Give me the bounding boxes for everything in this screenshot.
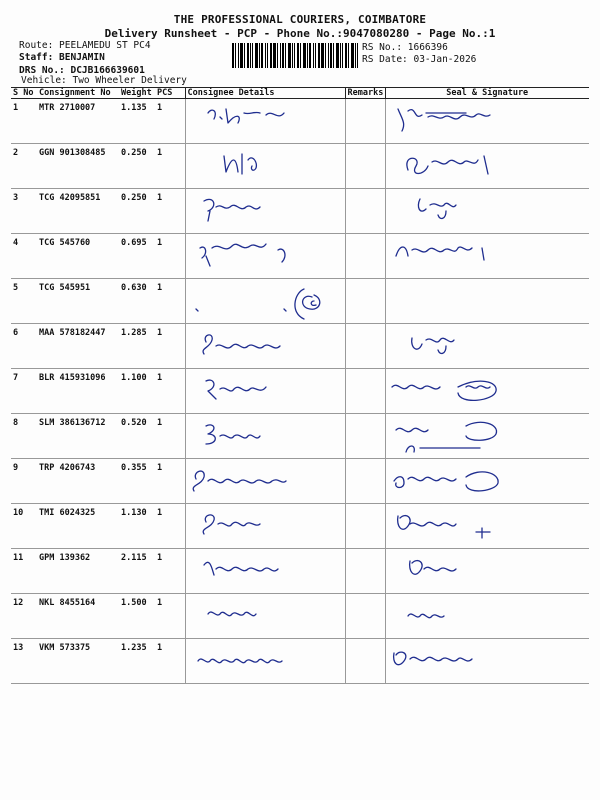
row-seal-signature — [385, 369, 589, 414]
handwritten-signature — [386, 594, 590, 634]
staff-label: Staff: BENJAMIN — [19, 52, 105, 63]
row-sno: 12 — [11, 594, 37, 639]
row-consignee-details — [185, 324, 345, 369]
row-remarks — [345, 594, 385, 639]
handwritten-signature — [386, 144, 590, 184]
row-pcs: 1 — [155, 234, 185, 279]
table-row — [11, 549, 589, 594]
table-row — [11, 414, 589, 459]
handwritten-signature — [386, 324, 590, 364]
handwritten-consignee-name — [186, 459, 345, 499]
column-header: Remarks — [345, 88, 385, 99]
handwritten-consignee-name — [186, 369, 345, 409]
row-pcs: 1 — [155, 279, 185, 324]
row-consignment-no: BLR 415931096 — [37, 369, 119, 414]
row-consignee-details — [185, 99, 345, 144]
table-row — [11, 369, 589, 414]
table-row — [11, 99, 589, 144]
row-consignment-no: NKL 8455164 — [37, 594, 119, 639]
runsheet-subtitle: Delivery Runsheet - PCP - Phone No.:9047080280 - Page No.:1 — [104, 27, 496, 40]
handwritten-signature — [386, 639, 590, 679]
row-weight: 1.235 — [119, 639, 155, 684]
row-consignment-no: SLM 386136712 — [37, 414, 119, 459]
row-seal-signature — [385, 459, 589, 504]
handwritten-consignee-name — [186, 324, 345, 364]
table-header-row — [11, 88, 589, 99]
handwritten-signature — [386, 504, 590, 544]
row-consignment-no: TCG 42095851 — [37, 189, 119, 234]
row-remarks — [345, 189, 385, 234]
handwritten-consignee-name — [186, 189, 345, 229]
row-sno: 8 — [11, 414, 37, 459]
row-consignment-no: GPM 139362 — [37, 549, 119, 594]
row-seal-signature — [385, 414, 589, 459]
row-sno: 1 — [11, 99, 37, 144]
row-seal-signature — [385, 189, 589, 234]
table-row — [11, 504, 589, 549]
company-title: THE PROFESSIONAL COURIERS, COIMBATORE — [173, 13, 427, 26]
row-seal-signature — [385, 594, 589, 639]
handwritten-consignee-name — [186, 414, 345, 454]
row-remarks — [345, 549, 385, 594]
row-pcs: 1 — [155, 549, 185, 594]
handwritten-signature — [386, 234, 590, 274]
row-pcs: 1 — [155, 639, 185, 684]
row-remarks — [345, 144, 385, 189]
row-sno: 7 — [11, 369, 37, 414]
row-consignment-no: GGN 901308485 — [37, 144, 119, 189]
row-pcs: 1 — [155, 144, 185, 189]
column-header: Seal & Signature — [385, 88, 589, 99]
row-remarks — [345, 324, 385, 369]
row-weight: 0.695 — [119, 234, 155, 279]
row-sno: 5 — [11, 279, 37, 324]
row-remarks — [345, 459, 385, 504]
row-consignee-details — [185, 414, 345, 459]
handwritten-consignee-name — [186, 504, 345, 544]
row-consignment-no: TCG 545951 — [37, 279, 119, 324]
column-header: S No — [11, 88, 37, 99]
row-remarks — [345, 414, 385, 459]
row-weight: 0.355 — [119, 459, 155, 504]
row-consignee-details — [185, 594, 345, 639]
row-pcs: 1 — [155, 594, 185, 639]
row-seal-signature — [385, 279, 589, 324]
handwritten-signature — [386, 369, 590, 409]
handwritten-signature — [386, 549, 590, 589]
handwritten-signature — [386, 99, 590, 139]
row-sno: 4 — [11, 234, 37, 279]
row-seal-signature — [385, 324, 589, 369]
row-consignment-no: TCG 545760 — [37, 234, 119, 279]
table-row — [11, 144, 589, 189]
row-remarks — [345, 504, 385, 549]
table-row — [11, 324, 589, 369]
row-consignment-no: MAA 578182447 — [37, 324, 119, 369]
row-seal-signature — [385, 549, 589, 594]
row-seal-signature — [385, 99, 589, 144]
handwritten-signature — [386, 414, 590, 454]
column-header: Consignment No — [37, 88, 119, 99]
handwritten-consignee-name — [186, 234, 345, 274]
table-row — [11, 639, 589, 684]
row-consignee-details — [185, 369, 345, 414]
row-pcs: 1 — [155, 459, 185, 504]
row-seal-signature — [385, 144, 589, 189]
handwritten-consignee-name — [186, 99, 345, 139]
row-pcs: 1 — [155, 504, 185, 549]
row-pcs: 1 — [155, 189, 185, 234]
row-consignee-details — [185, 459, 345, 504]
row-sno: 6 — [11, 324, 37, 369]
runsheet-table — [11, 87, 589, 684]
row-consignee-details — [185, 189, 345, 234]
row-pcs: 1 — [155, 414, 185, 459]
row-consignment-no: TMI 6024325 — [37, 504, 119, 549]
row-pcs: 1 — [155, 99, 185, 144]
handwritten-consignee-name — [186, 549, 345, 589]
table-row — [11, 279, 589, 324]
rs-number: RS No.: 1666396 — [362, 42, 448, 53]
row-sno: 10 — [11, 504, 37, 549]
handwritten-consignee-name — [186, 144, 345, 184]
column-header: Consignee Details — [185, 88, 345, 99]
row-seal-signature — [385, 504, 589, 549]
row-sno: 9 — [11, 459, 37, 504]
handwritten-consignee-name — [186, 639, 345, 679]
row-weight: 1.500 — [119, 594, 155, 639]
handwritten-consignee-name — [186, 594, 345, 634]
route-label: Route: PEELAMEDU ST PC4 — [19, 40, 151, 51]
row-weight: 1.135 — [119, 99, 155, 144]
row-consignee-details — [185, 279, 345, 324]
row-weight: 0.520 — [119, 414, 155, 459]
handwritten-signature — [386, 279, 590, 319]
handwritten-signature — [386, 189, 590, 229]
table-row — [11, 459, 589, 504]
handwritten-signature — [386, 459, 590, 499]
drs-number: DRS No.: DCJB166639601 — [19, 65, 145, 76]
row-consignee-details — [185, 504, 345, 549]
row-pcs: 1 — [155, 369, 185, 414]
row-consignment-no: TRP 4206743 — [37, 459, 119, 504]
row-weight: 0.630 — [119, 279, 155, 324]
row-pcs: 1 — [155, 324, 185, 369]
row-consignee-details — [185, 549, 345, 594]
row-remarks — [345, 279, 385, 324]
vehicle-label: Vehicle: Two Wheeler Delivery — [21, 75, 187, 86]
row-consignment-no: VKM 573375 — [37, 639, 119, 684]
row-consignee-details — [185, 234, 345, 279]
column-header: PCS — [155, 88, 185, 99]
row-sno: 2 — [11, 144, 37, 189]
row-weight: 1.130 — [119, 504, 155, 549]
row-weight: 0.250 — [119, 144, 155, 189]
row-seal-signature — [385, 234, 589, 279]
row-sno: 13 — [11, 639, 37, 684]
row-remarks — [345, 369, 385, 414]
row-weight: 2.115 — [119, 549, 155, 594]
rs-date: RS Date: 03-Jan-2026 — [362, 54, 477, 65]
row-remarks — [345, 639, 385, 684]
row-weight: 0.250 — [119, 189, 155, 234]
barcode-image — [232, 43, 358, 68]
row-remarks — [345, 99, 385, 144]
row-sno: 3 — [11, 189, 37, 234]
row-seal-signature — [385, 639, 589, 684]
row-consignee-details — [185, 144, 345, 189]
row-remarks — [345, 234, 385, 279]
handwritten-consignee-name — [186, 279, 345, 319]
table-row — [11, 594, 589, 639]
row-weight: 1.100 — [119, 369, 155, 414]
row-weight: 1.285 — [119, 324, 155, 369]
row-consignment-no: MTR 2710007 — [37, 99, 119, 144]
column-header: Weight — [119, 88, 155, 99]
row-sno: 11 — [11, 549, 37, 594]
table-row — [11, 189, 589, 234]
table-row — [11, 234, 589, 279]
row-consignee-details — [185, 639, 345, 684]
